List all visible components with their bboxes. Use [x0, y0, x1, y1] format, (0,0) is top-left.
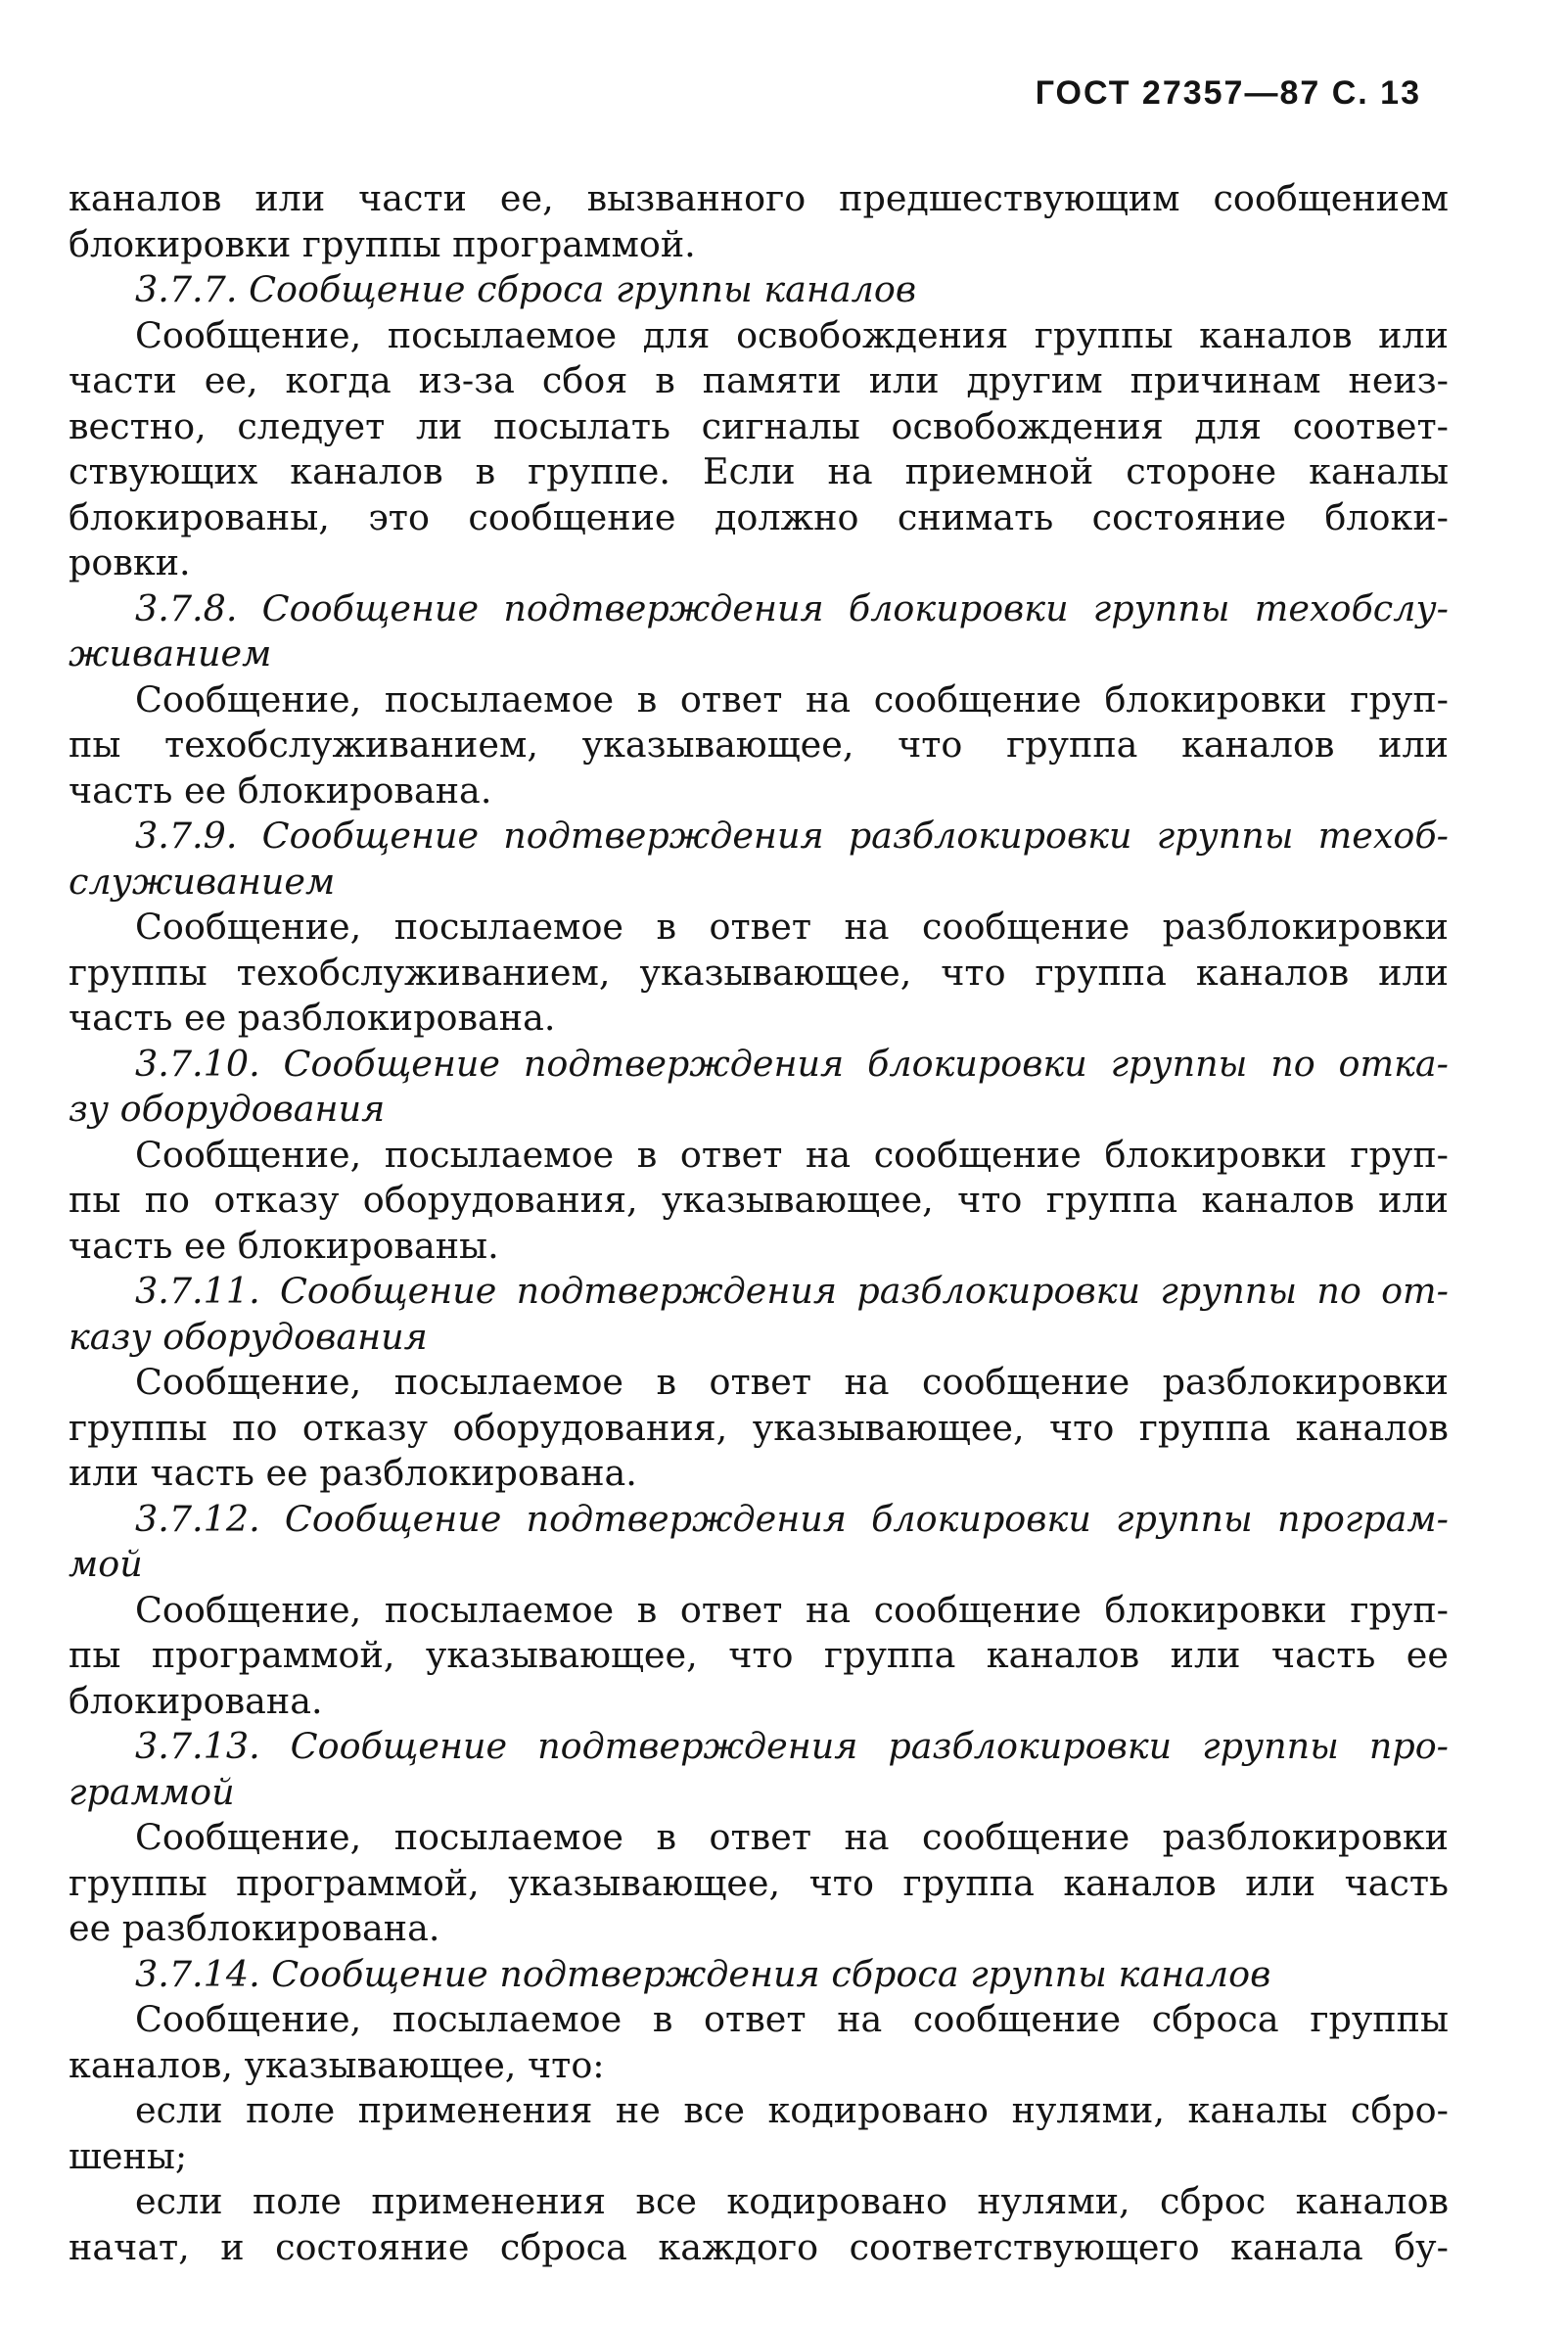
section-heading-line: 3.7.11. Сообщение подтверждения разблокировки группы по от- [135, 1270, 1449, 1312]
section-heading-line: зу оборудования [69, 1088, 386, 1130]
text-line: ровки. [69, 541, 191, 583]
text-line: ее разблокирована. [69, 1907, 440, 1949]
section-heading-line: 3.7.7. Сообщение сброса группы каналов [135, 268, 917, 310]
text-line: начат, и состояние сброса каждого соответствующего канала бу- [69, 2225, 1449, 2268]
page-header: ГОСТ 27357—87 С. 13 [1035, 74, 1421, 112]
section-heading-line: 3.7.10. Сообщение подтверждения блокировки группы по отка- [135, 1042, 1449, 1085]
text-line: Сообщение, посылаемое в ответ на сообщение блокировки груп- [135, 677, 1449, 721]
text-line: ствующих каналов в группе. Если на приемной стороне каналы [69, 450, 1449, 492]
section-heading-line: 3.7.13. Сообщение подтверждения разблокировки группы про- [135, 1725, 1449, 1767]
text-line: блокировки группы программой. [69, 222, 696, 265]
section-heading-line: служиванием [69, 860, 336, 903]
text-line: Сообщение, посылаемое в ответ на сообщение блокировки груп- [135, 1133, 1449, 1176]
section-heading-line: 3.7.9. Сообщение подтверждения разблокировки группы техоб- [135, 814, 1449, 857]
section-heading-line: 3.7.8. Сообщение подтверждения блокировки группы техобслу- [135, 586, 1449, 629]
text-line: шены; [69, 2134, 188, 2177]
text-line: группы техобслуживанием, указывающее, что группа каналов или [69, 951, 1449, 994]
text-line: группы по отказу оборудования, указывающее, что группа каналов [69, 1406, 1449, 1449]
section-heading-line: казу оборудования [69, 1315, 428, 1358]
text-line: блокирована. [69, 1679, 323, 1722]
text-line: если поле применения не все кодировано нулями, каналы сбро- [135, 2089, 1449, 2131]
document-page [69, 0, 1458, 2326]
text-line: группы программой, указывающее, что группа каналов или часть [69, 1861, 1449, 1904]
text-line: часть ее блокирована. [69, 768, 492, 812]
text-line: Сообщение, посылаемое для освобождения группы каналов или [135, 313, 1449, 356]
text-line: каналов или части ее, вызванного предшествующим сообщением [69, 177, 1449, 219]
text-line: или часть ее разблокирована. [69, 1452, 637, 1494]
text-line: если поле применения все кодировано нулями, сброс каналов [135, 2180, 1449, 2222]
section-heading-line: мой [69, 1543, 143, 1585]
text-line: Сообщение, посылаемое в ответ на сообщение разблокировки [135, 1361, 1449, 1403]
text-line: каналов, указывающее, что: [69, 2043, 605, 2086]
section-heading-line: 3.7.12. Сообщение подтверждения блокировки группы програм- [135, 1497, 1449, 1540]
text-line: блокированы, это сообщение должно снимать состояние блоки- [69, 495, 1449, 538]
document-body [69, 176, 1449, 2270]
text-line: пы техобслуживанием, указывающее, что группа каналов или [69, 723, 1449, 766]
text-line: пы программой, указывающее, что группа каналов или часть ее [69, 1634, 1449, 1676]
text-line: пы по отказу оборудования, указывающее, что группа каналов или [69, 1179, 1449, 1221]
section-heading-line: граммой [69, 1770, 235, 1813]
section-heading-line: живанием [69, 632, 272, 675]
text-line: Сообщение, посылаемое в ответ на сообщение разблокировки [135, 906, 1449, 948]
text-line: часть ее разблокирована. [69, 997, 556, 1039]
text-line: Сообщение, посылаемое в ответ на сообщение блокировки груп- [135, 1588, 1449, 1631]
section-heading-line: 3.7.14. Сообщение подтверждения сброса группы каналов [135, 1952, 1271, 1995]
text-line: часть ее блокированы. [69, 1224, 499, 1267]
text-line: вестно, следует ли посылать сигналы освобождения для соответ- [69, 404, 1449, 447]
text-line: Сообщение, посылаемое в ответ на сообщение сброса группы [135, 1998, 1449, 2040]
text-line: части ее, когда из-за сбоя в памяти или другим причинам неиз- [69, 359, 1449, 401]
text-line: Сообщение, посылаемое в ответ на сообщение разблокировки [135, 1816, 1449, 1858]
